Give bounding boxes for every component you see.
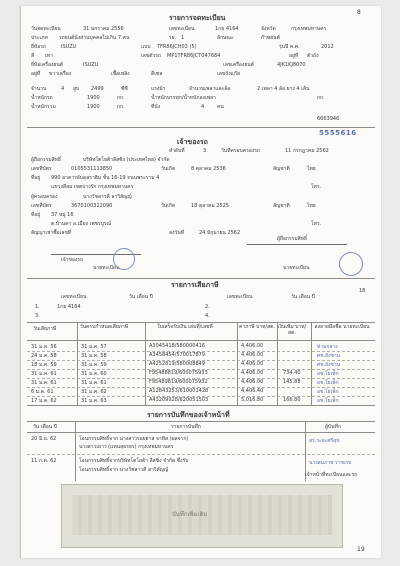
page-number-top: 8 xyxy=(357,9,361,16)
col-line xyxy=(277,322,278,405)
chassis-value: MP1TFR86JCT047684 xyxy=(167,53,221,59)
tax-left-date-head: วัน เดือน ปี xyxy=(129,294,153,300)
row-separator xyxy=(27,396,375,397)
tax-receipt: A12843253/610001428 xyxy=(149,388,209,394)
holder-id-value: 0105531113850 xyxy=(71,166,113,172)
left-signature-role: นายทะเบียน xyxy=(93,265,120,271)
right-signature-role: นายทะเบียน xyxy=(283,265,310,271)
tax-receipt: A4252819/580008849 xyxy=(149,361,206,367)
tax-fine: 145.88 xyxy=(283,379,301,385)
location-value: ตัวถัง xyxy=(307,53,319,59)
table-row xyxy=(27,351,349,360)
possessor-address-line2: ต.บ้านคา อ.เมือง เพชรบูรณ์ xyxy=(51,221,112,227)
type-value: รถยนต์นั่งส่วนบุคคลไม่เกิน 7 คน xyxy=(59,35,130,41)
location-label: อยู่ที่ xyxy=(289,53,299,59)
seats-label: ที่นั่ง xyxy=(151,104,161,110)
right-signature-line xyxy=(247,244,347,245)
possessor-id-value: 3670100322090 xyxy=(71,203,113,209)
holder-address-label: ที่อยู่ xyxy=(31,175,41,181)
load-unit: กก. xyxy=(317,95,325,101)
tax-amount: 4,406.00 xyxy=(241,379,264,385)
engine-brand-value: ISUZU xyxy=(83,62,99,68)
tax-table-bottom xyxy=(27,405,375,406)
holder-birth-label: วันเกิด xyxy=(161,166,176,172)
left-signature-caption: เจ้าของรถ xyxy=(61,257,84,263)
note-1-line2: นางสาวเยาว (แทนสุธรธร) กรุงเทพมหานคร xyxy=(79,444,174,450)
tax-receipt: F95488819/600075933 xyxy=(149,370,208,376)
reg-date-label: วันจดทะเบียน xyxy=(31,26,61,32)
tax-amount: 4,406.40 xyxy=(241,388,264,394)
left-official-seal xyxy=(113,248,135,270)
note-2-signer: นางสมภาพ ราชเรจ xyxy=(309,460,352,466)
table-row xyxy=(27,360,349,369)
holder-nation-value: ไทย xyxy=(307,166,316,172)
notes-col-date: วัน เดือน ปี xyxy=(33,424,57,430)
weight-label: น้ำหนักรถ xyxy=(31,95,53,101)
tax-fine: 734.40 xyxy=(283,370,301,376)
type-label: ประเภท xyxy=(31,35,48,41)
registration-title: รายการจดทะเบียน xyxy=(169,14,226,22)
axles-value: 2 เพลา 4 ล้อ ยาง 4 เส้น xyxy=(257,86,310,92)
holder-id-label: เลขที่บัตร xyxy=(31,166,52,172)
tax-receipt: F95489819/600075932 xyxy=(149,379,208,385)
tax-signer: อช.โยเพ็ก xyxy=(317,389,339,395)
cc-value: 2499 xyxy=(91,86,104,92)
load-label: น้ำหนักบรรทุก/น้ำหนักลงเพลา xyxy=(151,95,216,101)
rybb-label: รย. xyxy=(169,35,177,41)
notes-header-bottom xyxy=(27,432,375,433)
table-row xyxy=(27,378,349,387)
model-label: แบบ xyxy=(141,44,151,50)
fuel-label: เชื้อเพลิง xyxy=(111,71,130,77)
col-fine: เงินเพิ่ม บาท/สต. xyxy=(277,324,307,336)
tax-header-bottom xyxy=(27,340,375,341)
tax-page-mark: 18 xyxy=(359,288,366,294)
total-label: น้ำหนักรวม xyxy=(31,104,56,110)
lease-date-value: 24 มิถุนายน 2562 xyxy=(199,230,241,236)
tax-receipt: A3458454/570017879 xyxy=(149,352,206,358)
section-divider xyxy=(27,127,375,128)
holder-address-line2: แขวงสีลม เขตบางรัก กรุงเทพมหานคร xyxy=(51,184,134,190)
hp-label: แรงม้า xyxy=(151,86,166,92)
fuel-value: ดีเซล xyxy=(151,71,163,77)
chassis-label: เลขตัวรถ xyxy=(141,53,161,59)
right-official-seal xyxy=(339,252,363,276)
tax-signer: อช.โยเพ็ก xyxy=(317,398,339,404)
tax-fine: 166.80 xyxy=(283,397,301,403)
tax-signer: ศช.ยังชาน xyxy=(317,362,341,368)
axles-label: จำนวนเพลาและล้อ xyxy=(189,86,231,92)
total-value: 1900 xyxy=(87,104,100,110)
brand-label: ยี่ห้อรถ xyxy=(31,44,46,50)
holder-birth-value: 8 ตุลาคม 2536 xyxy=(191,166,226,172)
model-year-value: 2012 xyxy=(321,44,334,50)
row-separator xyxy=(27,351,375,352)
holder-value: บริษัทโตโยต้าลีสซิ่ง (ประเทศไทย) จำกัด xyxy=(83,157,170,163)
cylinders-value: 4 xyxy=(61,86,65,92)
page-number-bottom: 19 xyxy=(357,546,365,553)
tax-date: 31 ม.ค. 56 xyxy=(31,344,57,350)
possessor-value: นางวัชลาวดี ลาวิสัญญ์ xyxy=(83,194,132,200)
row-separator xyxy=(27,387,375,388)
col-line xyxy=(145,322,146,405)
cylinders-label: จำนวน xyxy=(31,86,47,92)
holder-nation-label: สัญชาติ xyxy=(273,166,290,172)
col-line xyxy=(237,322,238,405)
model-value: TFR86JCH03 (5) xyxy=(157,44,197,50)
gas-label: เลขถังแก๊ส xyxy=(217,71,240,77)
col-line xyxy=(77,322,78,405)
plate-label: เลขทะเบียน xyxy=(169,26,195,32)
rybb-value: 1 xyxy=(181,35,185,41)
tax-receipt: A3045418/580000416 xyxy=(149,343,206,349)
tax-expiry: 31 ม.ค. 63 xyxy=(81,398,107,404)
engine-location-label: อยู่ที่ xyxy=(31,71,41,77)
table-row xyxy=(27,387,349,396)
note-2-date: 11 ก.ค. 62 xyxy=(31,458,57,464)
lease-label: สัญญาเช่าซื้อเลขที่ xyxy=(31,230,72,236)
possessor-nation-label: สัญชาติ xyxy=(273,203,290,209)
color-value: เทา xyxy=(45,53,53,59)
plate-row-2-n2: 4. xyxy=(205,313,210,319)
col-tax: ค่าภาษี บาท/สต. xyxy=(239,324,275,330)
engine-location-value: ขวาเครื่อง xyxy=(49,71,72,77)
holder-address-line1: 990 อาคารอับดุลราฮิม ชั้น 16-19 ถนนพระราม 4 xyxy=(51,175,160,181)
note-1-signer: สร.ระยะศรีสุข xyxy=(309,438,340,444)
notes-col-entry: รายการบันทึก xyxy=(171,424,201,430)
tax-right-plate-head: เลขทะเบียน xyxy=(227,294,253,300)
order-label: ลำดับที่ xyxy=(169,148,185,154)
tax-amount: 4,406.00 xyxy=(241,370,264,376)
possessor-label: ผู้ครอบครอง xyxy=(31,194,58,200)
section-divider xyxy=(27,278,375,279)
plate-row-1-n2: 2. xyxy=(205,304,210,310)
receipt-label: บันทึกเพิ่มเติม xyxy=(172,511,208,518)
possessor-id-label: เลขที่บัตร xyxy=(31,203,52,209)
character-label: ลักษณะ xyxy=(217,35,234,41)
tax-amount: 4,406.00 xyxy=(241,352,264,358)
tax-signer: ศช.ยังชาน xyxy=(317,353,341,359)
plate-row-1-n: 1. xyxy=(35,304,40,310)
holder-label: ผู้ถือกรรมสิทธิ์ xyxy=(31,157,62,163)
tax-date: 31 ม.ค. 61 xyxy=(31,371,57,377)
holder-phone-label: โทร. xyxy=(311,184,322,190)
possessor-birth-value: 18 ตุลาคม 2525 xyxy=(191,203,230,209)
note-2-line2: โอนกรรมสิทธิ์จาก นางวัชลาวดี ลาวิสัญญ์ xyxy=(79,467,169,473)
owner-stamp-code: 5555616 xyxy=(319,129,357,137)
possession-date-label: วันที่ครอบครองรถ xyxy=(221,148,260,154)
weight-value: 1900 xyxy=(87,95,100,101)
tax-expiry: 31 ม.ค. 58 xyxy=(81,353,107,359)
col-signer: ลงลายมือชื่อ นายทะเบียน xyxy=(314,324,370,330)
tax-expiry: 31 ม.ค. 62 xyxy=(81,389,107,395)
tax-date: 24 ม.ค. 58 xyxy=(31,353,57,359)
col-expiry: วันครบกำหนดเสียภาษี xyxy=(79,324,129,330)
note-2-line1: โอนกรรมสิทธิ์จากบริษัทโตโยต้า ลีสซิ่ง จำกัด ซึ่งรับ xyxy=(79,458,189,464)
order-value: 3 xyxy=(203,148,207,154)
tax-expiry: 31 ม.ค. 60 xyxy=(81,371,107,377)
notes-col-signer: ผู้บันทึก xyxy=(325,424,341,430)
tax-signer: ท่ามกลาง xyxy=(317,344,338,350)
engine-number-label: เลขเครื่องยนต์ xyxy=(223,62,254,68)
province-label: จังหวัด xyxy=(261,26,276,32)
notes-stamp-caption: เจ้าหน้าที่ทะเบียนและรถ xyxy=(305,472,358,478)
possessor-address-label: ที่อยู่ xyxy=(31,212,41,218)
col-line xyxy=(311,322,312,405)
engine-brand-label: ยี่ห้อเครื่องยนต์ xyxy=(31,62,64,68)
tax-date: 17 ม.ค. 62 xyxy=(31,398,57,404)
tax-amount: 5,016.80 xyxy=(241,397,264,403)
row-separator xyxy=(27,360,375,361)
possession-date-value: 11 กรกฎาคม 2562 xyxy=(285,148,329,154)
doc-number: 6663946 xyxy=(317,116,340,122)
cc-unit: ซีซี xyxy=(121,86,128,92)
row-separator xyxy=(27,454,375,455)
reg-date-value: 31 มกราคม 2556 xyxy=(83,26,124,32)
plate-row-1-plate: 1กธ 4164 xyxy=(57,304,81,310)
table-row xyxy=(27,369,349,378)
province-value: กรุงเทพมหานคร xyxy=(291,26,327,32)
col-receipt: ใบเสร็จรับเงิน เล่มที่/เลขที่ xyxy=(157,324,213,330)
tax-receipt: A43209928/620051503 xyxy=(149,397,209,403)
seats-value: 4 xyxy=(201,104,205,110)
tax-amount: 4,406.00 xyxy=(241,343,264,349)
row-separator xyxy=(27,369,375,370)
note-1-date: 20 มิ.ย. 62 xyxy=(31,436,57,442)
model-year-label: รุ่นปี ค.ศ. xyxy=(279,44,300,50)
character-value: ก๊าซยนต์ xyxy=(261,35,280,41)
possessor-nation-value: ไทย xyxy=(307,203,316,209)
tax-table-top xyxy=(27,322,375,323)
tax-expiry: 31 ม.ค. 57 xyxy=(81,344,107,350)
tax-right-date-head: วัน เดือน ปี xyxy=(291,294,315,300)
tax-title: รายการเสียภาษี xyxy=(171,281,219,289)
plate-value: 1กธ 4164 xyxy=(215,26,239,32)
possessor-address-line1: 37 หมู่ 16 xyxy=(51,212,74,218)
tax-amount: 4,406.00 xyxy=(241,361,264,367)
tax-expiry: 31 ม.ค. 59 xyxy=(81,362,107,368)
engine-number-value: 4JK1KJ8070 xyxy=(277,62,306,68)
table-row xyxy=(27,342,349,351)
col-tax-date: วันเสียภาษี xyxy=(33,326,57,332)
plate-row-2-n: 3. xyxy=(35,313,40,319)
possessor-birth-label: วันเกิด xyxy=(161,203,176,209)
lease-date-label: ลงวันที่ xyxy=(169,230,185,236)
tax-left-plate-head: เลขทะเบียน xyxy=(61,294,87,300)
tax-expiry: 31 ม.ค. 61 xyxy=(81,380,107,386)
color-label: สี xyxy=(31,53,35,59)
col-line xyxy=(75,421,76,481)
total-unit: กก. xyxy=(117,104,125,110)
brand-value: ISUZU xyxy=(61,44,77,50)
weight-unit: กก. xyxy=(117,95,125,101)
possessor-phone-label: โทร. xyxy=(311,221,322,227)
tax-date: 18 ม.ค. 59 xyxy=(31,362,57,368)
notes-table-top xyxy=(27,421,375,422)
right-signature-caption: ผู้ถือกรรมสิทธิ์ xyxy=(277,236,308,242)
note-1-line1: โอนกรรมสิทธิ์จาก นางสาวรอยฮาส จาทิส (ผลจาก) xyxy=(79,436,189,442)
table-row xyxy=(27,396,349,405)
seats-unit: คน xyxy=(217,104,224,110)
taped-receipt xyxy=(61,484,343,548)
tax-signer: อช.โยเพ็ก xyxy=(317,380,339,386)
cylinders-unit: สูบ xyxy=(73,86,80,92)
owner-title: เจ้าของรถ xyxy=(177,138,208,146)
tax-date: 6 ม.ค. 61 xyxy=(31,389,54,395)
tax-date: 31 ม.ค. 61 xyxy=(31,380,57,386)
notes-title: รายการบันทึกของเจ้าหน้าที่ xyxy=(147,411,230,419)
row-separator xyxy=(27,378,375,379)
registration-book-page xyxy=(20,6,381,558)
tax-signer: อช.โยเพ็ก xyxy=(317,371,339,377)
